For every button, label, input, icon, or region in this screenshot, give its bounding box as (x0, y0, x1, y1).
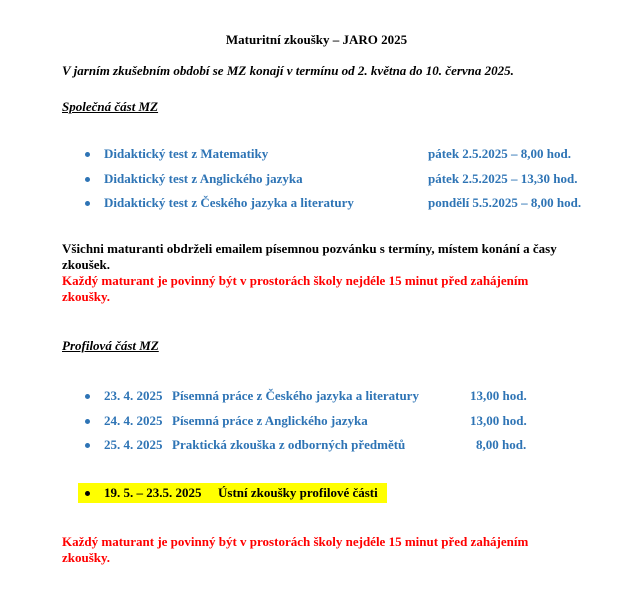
invitation-note: Všichni maturanti obdrželi emailem písemnou pozvánku s termíny, místem konání a časy (62, 241, 557, 256)
exam-subject: Didaktický test z Českého jazyka a literatury (104, 195, 354, 210)
bullet-icon (85, 443, 90, 448)
bullet-icon (85, 201, 90, 206)
bullet-icon (85, 491, 90, 496)
bullet-icon (85, 177, 90, 182)
exam-date: 24. 4. 2025 (104, 413, 163, 428)
exam-subject: Praktická zkouška z odborných předmětů (172, 437, 406, 452)
exam-subject: Didaktický test z Matematiky (104, 146, 269, 161)
exam-subject: Písemná práce z Anglického jazyka (172, 413, 368, 428)
intro-text: V jarním zkušebním období se MZ konají v termínu od 2. května do 10. června 2025. (62, 63, 514, 78)
bullet-icon (85, 394, 90, 399)
exam-datetime: pátek 2.5.2025 – 13,30 hod. (428, 171, 578, 186)
exam-subject: Didaktický test z Anglického jazyka (104, 171, 303, 186)
exam-time: 13,00 hod. (470, 413, 527, 428)
bullet-icon (85, 152, 90, 157)
arrival-warning: Každý maturant je povinný být v prostorách školy nejdéle 15 minut před zahájením (62, 534, 529, 549)
exam-time: 13,00 hod. (470, 388, 527, 403)
common-part-heading: Společná část MZ (62, 99, 159, 114)
exam-datetime: pondělí 5.5.2025 – 8,00 hod. (428, 195, 582, 210)
profile-part-heading: Profilová část MZ (62, 338, 159, 353)
document-title: Maturitní zkoušky – JARO 2025 (225, 32, 408, 47)
arrival-warning-cont: zkoušky. (62, 289, 111, 304)
arrival-warning-cont: zkoušky. (62, 550, 111, 565)
exam-date: 23. 4. 2025 (104, 388, 163, 403)
exam-date: 25. 4. 2025 (104, 437, 163, 452)
arrival-warning: Každý maturant je povinný být v prostorách školy nejdéle 15 minut před zahájením (62, 273, 529, 288)
exam-subject: Písemná práce z Českého jazyka a literatury (172, 388, 419, 403)
oral-exam-date: 19. 5. – 23.5. 2025 (104, 485, 202, 500)
invitation-note-cont: zkoušek. (62, 257, 111, 272)
exam-datetime: pátek 2.5.2025 – 8,00 hod. (428, 146, 572, 161)
exam-time: 8,00 hod. (476, 437, 527, 452)
oral-exam-subject: Ústní zkoušky profilové části (218, 485, 378, 500)
bullet-icon (85, 419, 90, 424)
